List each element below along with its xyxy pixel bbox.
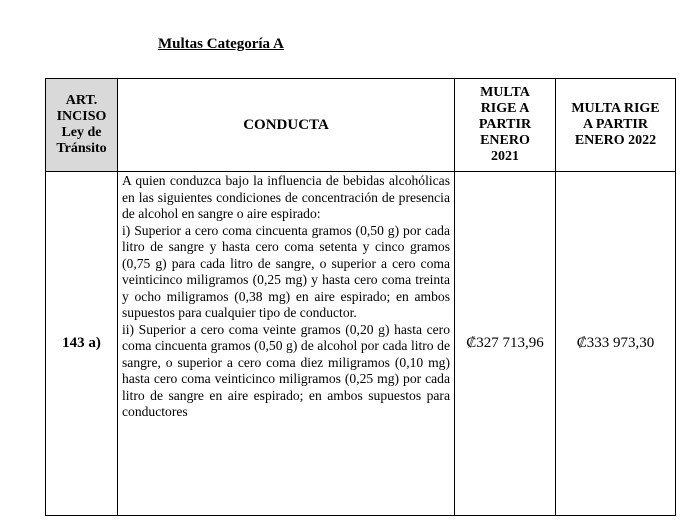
header-art-line: Tránsito	[56, 141, 107, 156]
header-multa-2022	[556, 79, 676, 172]
table-row	[46, 172, 676, 516]
conduct-paragraph: i) Superior a cero coma cincuenta gramos (0,50 g) por cada litro de sangre y hasta cero coma setenta y cinco gramos (0,75 g) para cada litro de sangre, o superior a cero coma veinticinco miligramos (0,25 mg) y hasta cero coma treinta y ocho miligramos (0,38 mg) en aire espirado; en ambos supuestos para cualquier tipo de conductor.	[122, 222, 450, 320]
header-2021-line: PARTIR	[478, 117, 532, 132]
fines-table	[45, 78, 676, 516]
conduct-text	[118, 172, 454, 515]
conduct-paragraph: A quien conduzca bajo la influencia de bebidas alcohólicas en las siguientes condiciones de concentración de presencia de alcohol en sangre o aire espirado:	[122, 173, 450, 221]
article-cell: 143 a)	[46, 172, 118, 516]
header-2021-line: MULTA	[480, 85, 530, 100]
header-art-line: ART.	[65, 93, 98, 108]
header-art-line: INCISO	[56, 109, 107, 124]
header-multa-2021	[455, 79, 556, 172]
conduct-paragraph: ii) Superior a cero coma veinte gramos (0,20 g) hasta cero coma cincuenta gramos (0,50 g) de alcohol por cada litro de sangre, o superior a cero coma diez miligramos (0,10 mg) hasta cero coma veinticinco miligramos (0,25 mg) por cada litro de sangre en aire espirado; en ambos supuestos para conductores	[122, 321, 450, 419]
header-2022-line: ENERO 2022	[574, 133, 657, 148]
conduct-cell	[118, 172, 455, 516]
header-2022-line: MULTA RIGE	[571, 101, 660, 116]
fine-2021-cell: ₡327 713,96	[455, 172, 556, 516]
header-2022-line: A PARTIR	[583, 117, 648, 132]
header-2021-line: RIGE A	[480, 101, 530, 116]
header-art-line: Ley de	[61, 125, 102, 140]
header-conducta: CONDUCTA	[118, 79, 455, 172]
fine-2022-cell: ₡333 973,30	[556, 172, 676, 516]
header-2021-line: ENERO	[480, 133, 530, 148]
document-title: Multas Categoría A	[158, 36, 284, 52]
header-2021-line: 2021	[491, 149, 519, 164]
header-art-inciso	[46, 79, 118, 172]
table-header-row	[46, 79, 676, 172]
